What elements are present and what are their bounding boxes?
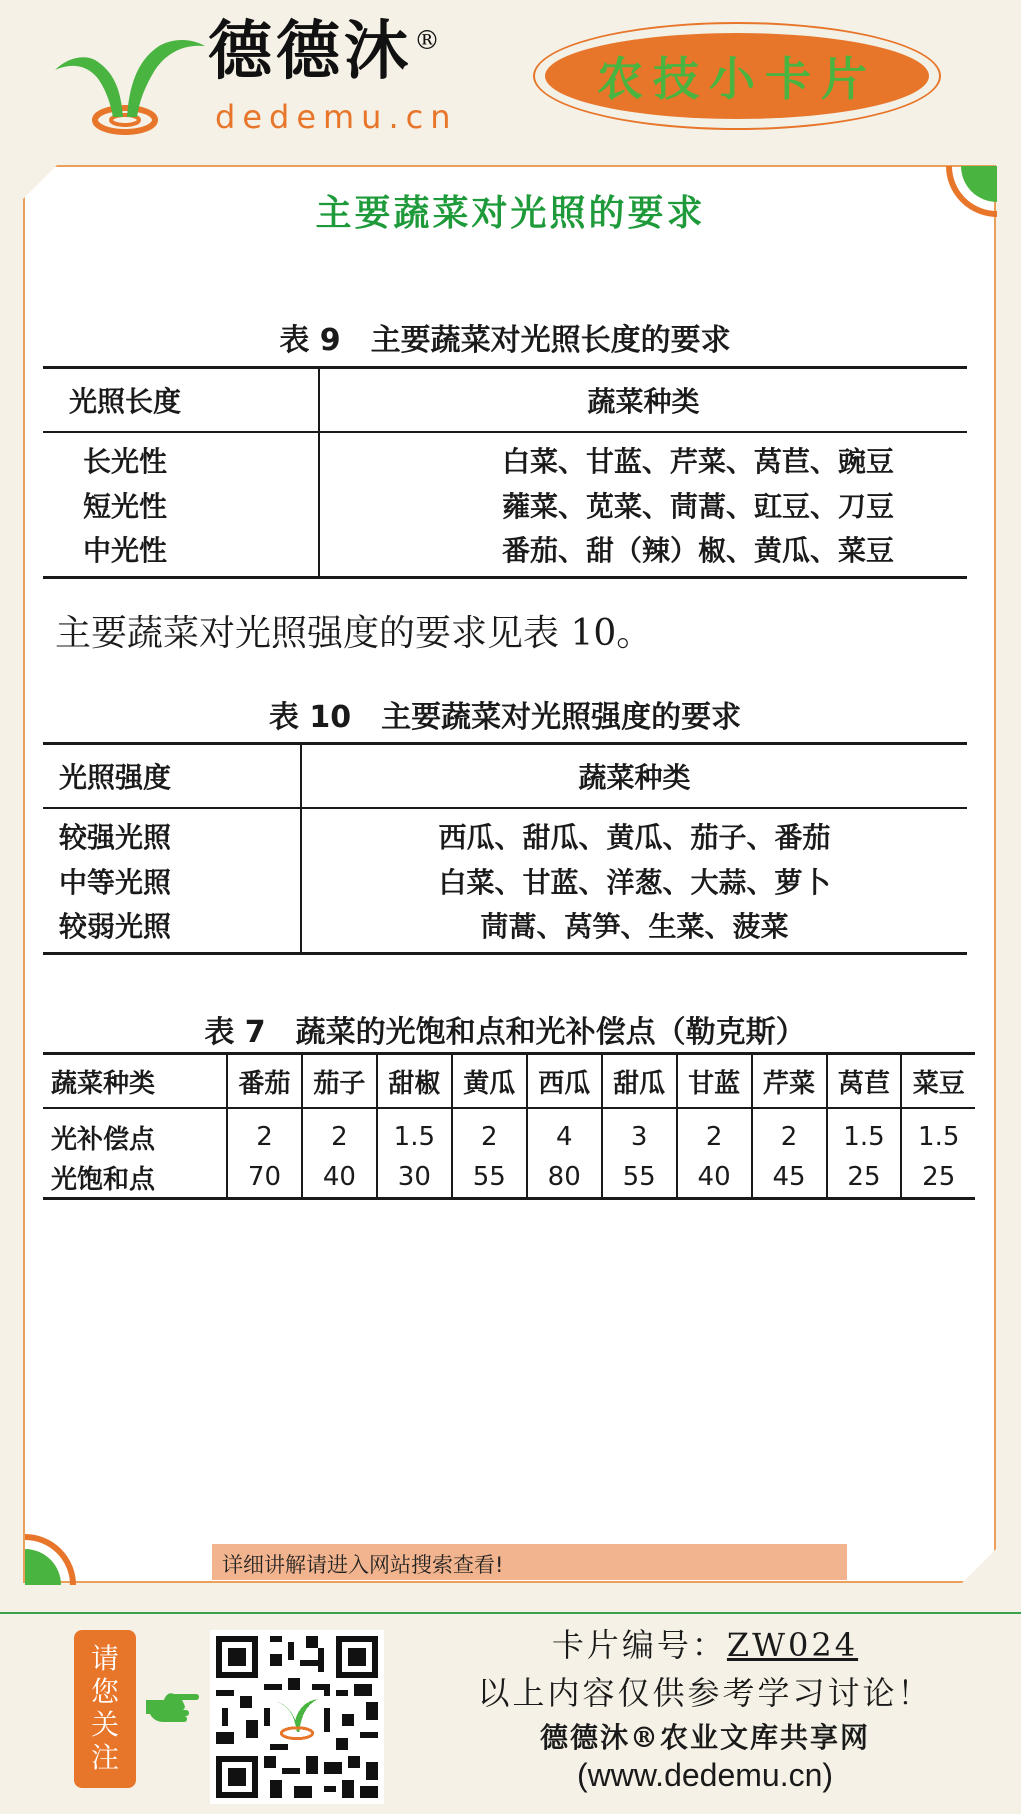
table9-header-cell: 光照长度 <box>43 368 319 432</box>
brand-name: 德德沐® <box>208 14 444 89</box>
corner-leaf-icon <box>25 1533 77 1585</box>
card-title: 主要蔬菜对光照的要求 <box>315 192 706 234</box>
table7-header-cell: 番茄 <box>227 1054 302 1109</box>
table7-cell: 1.5 <box>901 1108 975 1157</box>
table7-cell: 1.5 <box>377 1108 452 1157</box>
note-text: 详细讲解请进入网站搜索查看! <box>222 1553 504 1577</box>
table10-cell: 中等光照 <box>43 858 301 904</box>
table7 <box>43 1052 975 1200</box>
table7-cell: 光饱和点 <box>51 1164 156 1195</box>
table10-cell: 白菜、甘蓝、洋葱、大蒜、萝卜 <box>438 865 831 899</box>
card-badge-label: 农技小卡片 <box>597 52 877 106</box>
table9-cell: 中光性 <box>43 528 319 578</box>
table7-header-cell: 蔬菜种类 <box>43 1054 227 1109</box>
table9-cell: 白菜、甘蓝、芹菜、莴苣、豌豆 <box>501 444 894 478</box>
table10 <box>43 742 967 955</box>
table9 <box>43 366 967 579</box>
table7-cell: 光补偿点 <box>51 1124 156 1155</box>
qr-code[interactable] <box>210 1630 384 1804</box>
table9-cell: 蕹菜、苋菜、茼蒿、豇豆、刀豆 <box>501 489 894 523</box>
table7-cell: 2 <box>452 1108 527 1157</box>
site-url[interactable]: (www.dedemu.cn) <box>576 1757 834 1793</box>
table9-cell: 短光性 <box>43 482 319 528</box>
table9-cell: 番茄、甜（辣）椒、黄瓜、菜豆 <box>501 534 894 568</box>
table7-header-cell: 菜豆 <box>901 1054 975 1109</box>
table7-cell: 55 <box>602 1157 677 1199</box>
table7-cell: 40 <box>677 1157 752 1199</box>
table7-cell: 80 <box>527 1157 602 1199</box>
pointing-hand-icon <box>144 1688 202 1728</box>
table9-caption: 表 9 主要蔬菜对光照长度的要求 <box>279 323 731 358</box>
table7-cell: 2 <box>752 1108 827 1157</box>
table9-cell: 长光性 <box>43 432 319 482</box>
note-banner <box>212 1544 847 1580</box>
table10-cell: 茼蒿、莴笋、生菜、菠菜 <box>480 910 789 944</box>
table10-cell: 西瓜、甜瓜、黄瓜、茄子、番茄 <box>438 820 831 854</box>
follow-badge <box>74 1630 136 1788</box>
disclaimer: 以上内容仅供参考学习讨论！ <box>477 1674 933 1712</box>
table10-header-cell: 蔬菜种类 <box>578 760 691 794</box>
table7-cell: 45 <box>752 1157 827 1199</box>
table7-header-cell: 茄子 <box>302 1054 377 1109</box>
table7-cell: 2 <box>677 1108 752 1157</box>
table7-cell: 70 <box>227 1157 302 1199</box>
table7-cell: 2 <box>227 1108 302 1157</box>
table7-cell: 1.5 <box>827 1108 902 1157</box>
table7-cell: 2 <box>302 1108 377 1157</box>
table10-header-cell: 光照强度 <box>43 744 301 808</box>
table7-header-cell: 甘蓝 <box>677 1054 752 1109</box>
card-badge <box>533 22 941 130</box>
site-name: 德德沐®农业文库共享网 <box>539 1721 870 1754</box>
table7-cell: 4 <box>527 1108 602 1157</box>
table7-header-cell: 甜瓜 <box>602 1054 677 1109</box>
table7-cell: 40 <box>302 1157 377 1199</box>
table7-cell: 3 <box>602 1108 677 1157</box>
table7-header-cell: 芹菜 <box>752 1054 827 1109</box>
prose-text: 主要蔬菜对光照强度的要求见表 10。 <box>55 613 653 654</box>
table9-header-cell: 蔬菜种类 <box>587 384 700 418</box>
table7-header-cell: 西瓜 <box>527 1054 602 1109</box>
table7-cell: 55 <box>452 1157 527 1199</box>
table10-caption: 表 10 主要蔬菜对光照强度的要求 <box>268 700 742 735</box>
table10-cell: 较弱光照 <box>43 904 301 954</box>
logo-sprout-icon <box>55 22 205 140</box>
footer-divider <box>0 1612 1021 1614</box>
table7-cell: 25 <box>827 1157 902 1199</box>
table7-header-cell: 莴苣 <box>827 1054 902 1109</box>
follow-label: 请您关注 <box>90 1642 119 1774</box>
brand-url: dedemu.cn <box>215 98 458 136</box>
table7-cell: 30 <box>377 1157 452 1199</box>
table7-header-cell: 甜椒 <box>377 1054 452 1109</box>
table7-caption: 表 7 蔬菜的光饱和点和光补偿点（勒克斯） <box>204 1015 806 1050</box>
table7-header-cell: 黄瓜 <box>452 1054 527 1109</box>
table10-cell: 较强光照 <box>43 808 301 858</box>
card-number: 卡片编号：ZW024 <box>551 1626 859 1664</box>
table7-cell: 25 <box>901 1157 975 1199</box>
